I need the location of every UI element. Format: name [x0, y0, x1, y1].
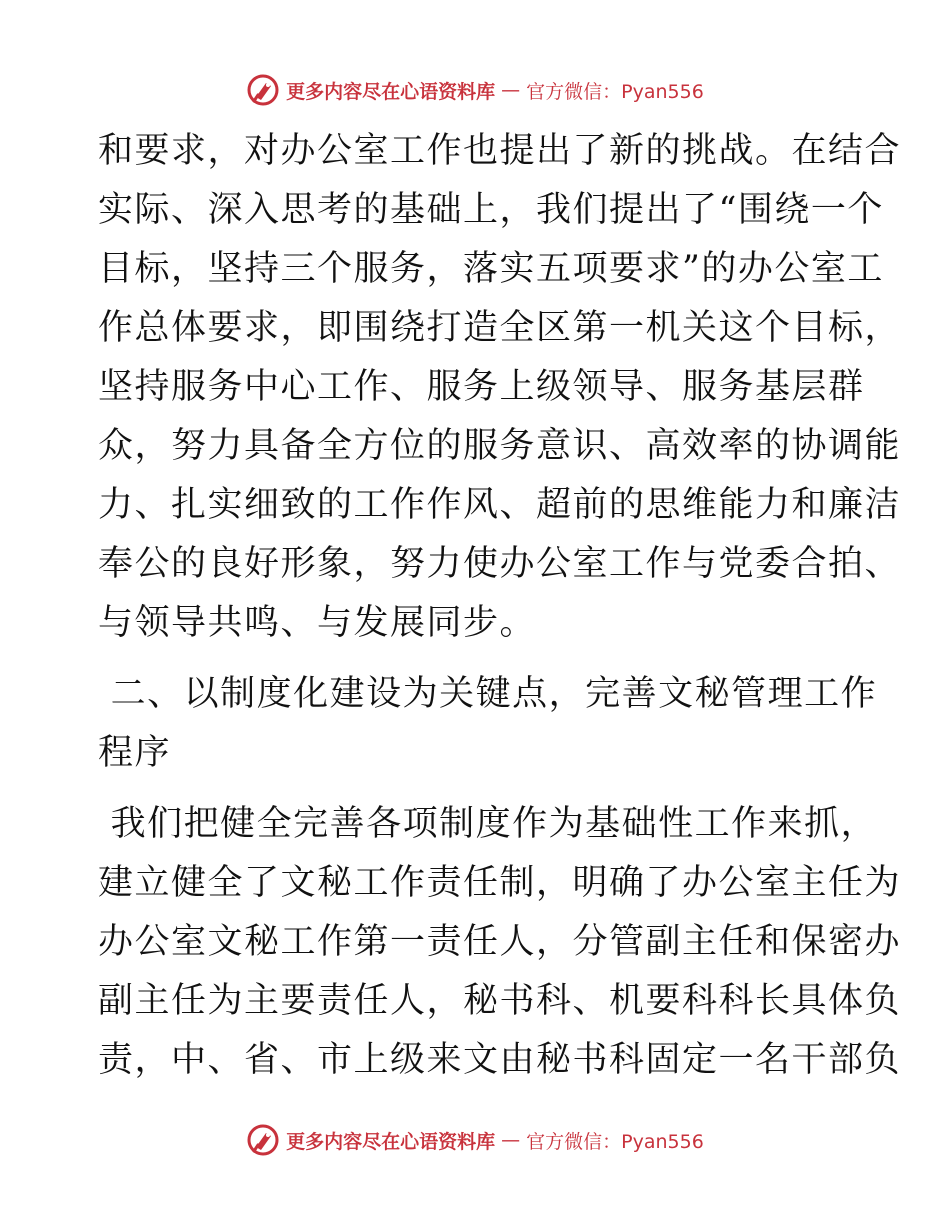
banner-dash: —	[501, 79, 521, 101]
text-line: 目标，坚持三个服务，落实五项要求”的办公室工	[98, 249, 884, 289]
text-line: 副主任为主要责任人，秘书科、机要科科长具体负	[98, 981, 902, 1021]
section-heading	[98, 665, 878, 783]
footer-dash: —	[501, 1129, 521, 1151]
document-body	[98, 122, 902, 1090]
text-line: 奉公的良好形象，努力使办公室工作与党委合拍、	[98, 544, 902, 584]
text-line: 与领导共鸣、与发展同步。	[98, 603, 537, 643]
text-line: 实际、深入思考的基础上，我们提出了“围绕一个	[98, 190, 884, 230]
text-line: 我们把健全完善各项制度作为基础性工作来抓，	[98, 804, 878, 844]
text-line: 力、扎实细致的工作作风、超前的思维能力和廉洁	[98, 485, 902, 525]
heading-line: 二、以制度化建设为关键点，完善文秘管理工作	[98, 674, 878, 714]
footer-title: 更多内容尽在心语资料库	[286, 1130, 496, 1153]
heading-line: 程序	[98, 733, 172, 773]
pen-nib-logo-icon	[246, 1123, 280, 1157]
text-line: 和要求，对办公室工作也提出了新的挑战。在结合	[98, 131, 902, 171]
text-line: 坚持服务中心工作、服务上级领导、服务基层群	[98, 367, 865, 407]
banner-contact: 官方微信：Pyan556	[526, 80, 704, 103]
text-line: 责，中、省、市上级来文由秘书科固定一名干部负	[98, 1040, 902, 1080]
footer-contact: 官方微信：Pyan556	[526, 1130, 704, 1153]
text-line: 作总体要求，即围绕打造全区第一机关这个目标，	[98, 308, 902, 348]
text-line: 众，努力具备全方位的服务意识、高效率的协调能	[98, 426, 902, 466]
footer-banner	[0, 1120, 950, 1160]
banner-title: 更多内容尽在心语资料库	[286, 80, 496, 103]
header-banner	[0, 70, 950, 110]
text-line: 建立健全了文秘工作责任制，明确了办公室主任为	[98, 863, 902, 903]
text-line: 办公室文秘工作第一责任人，分管副主任和保密办	[98, 922, 902, 962]
paragraph-1	[98, 122, 902, 653]
pen-nib-logo-icon	[246, 73, 280, 107]
paragraph-2	[98, 795, 902, 1090]
